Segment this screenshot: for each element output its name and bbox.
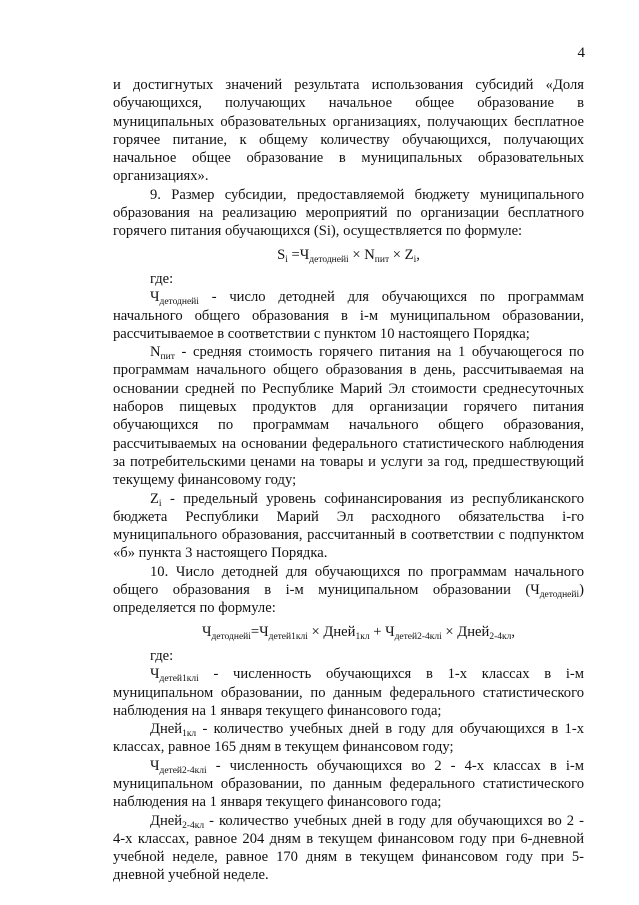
definition-grade2-4-count: $Ч_{детей2-4клi}$ - численность обучающихся во 2 - 4-х классах в i-м муниципальном образовании, по данным федерального статистического наблюдения на 1 января текущего финансового года; bbox=[113, 757, 584, 811]
definition-meal-cost: $N_{пит}$ - средняя стоимость горячего питания на 1 обучающегося по программам начального общего образования в день, рассчитываемая на основании средней по Республике Марий Эл стоимости среднесуточных наборов пищевых продуктов для организации горячего питания обучающихся по программам начального общего образования, рассчитываемых на основании федерального статистического наблюдения за потребительскими ценами на товары и услуги за год, предшествующий текущему финансовому году; bbox=[113, 344, 584, 489]
definition-grade1-count: $Ч_{детей1клi}$ - численность обучающихся в 1-х классах в i-м муниципальном образовании, по данным федерального статистического наблюдения на 1 января текущего финансового года; bbox=[113, 666, 584, 719]
formula-subsidy-size: $S_i =Ч_{детоднейi} \times N_{пит} \times Z_i$, bbox=[277, 246, 420, 265]
paragraph-9: 9. Размер субсидии, предоставляемой бюджету муниципального образования на реализацию мероприятий по организации бесплатного горячего питания обучающихся (Si), осуществляется по формуле: bbox=[113, 186, 584, 240]
definition-child-days: $Ч_{детоднейi}$ - число детодней для обучающихся по программам начального общего образования в i-м муниципальном образовании, рассчитываемое в соответствии с пунктом 10 настоящего Порядка; bbox=[113, 289, 584, 342]
paragraph-10: 10. Число детодней для обучающихся по программам начального общего образования в i-м муниципальном образовании $(Ч_{детоднейi})$ определяется по формуле: bbox=[113, 563, 584, 617]
definition-cofinancing-level: $Z_i$ - предельный уровень софинансирования из республиканского бюджета Республики Марий Эл расходного обязательства i-го муниципального образования, рассчитанный в соответствии с подпунктом «б» пункта 3 настоящего Порядка. bbox=[113, 490, 584, 562]
where-label: где: bbox=[150, 270, 174, 287]
page-number: 4 bbox=[577, 45, 585, 61]
paragraph-intro: и достигнутых значений результата использования субсидий «Доля обучающихся, получающих начальное общее образование в муниципальных образовательных организациях, получающих бесплатное горячее питание, к общему количеству обучающихся, получающих начальное общее образование в муниципальных образовательных организациях». bbox=[113, 77, 584, 185]
definition-grade2-4-days: Дней$_{2-4кл}$ - количество учебных дней в году для обучающихся во 2 - 4-х классах, равное 204 дням в текущем финансовом году при 6-дневной учебной неделе, равное 170 дням в текущем финансовом году при 5-дневной учебной неделе. bbox=[113, 812, 584, 884]
document-body bbox=[113, 76, 584, 885]
where-label-2: где: bbox=[150, 647, 174, 664]
definition-grade1-days: Дней$_{1кл}$ - количество учебных дней в году для обучающихся в 1-х классах, равное 165 дням в текущем финансовом году; bbox=[113, 721, 584, 756]
formula-child-days: $Ч_{детоднейi}=Ч_{детей1клi}$ × Дней$_{1кл}$ + $Ч_{детей2-4клi}$ × Дней$_{2-4кл}$, bbox=[201, 623, 516, 642]
